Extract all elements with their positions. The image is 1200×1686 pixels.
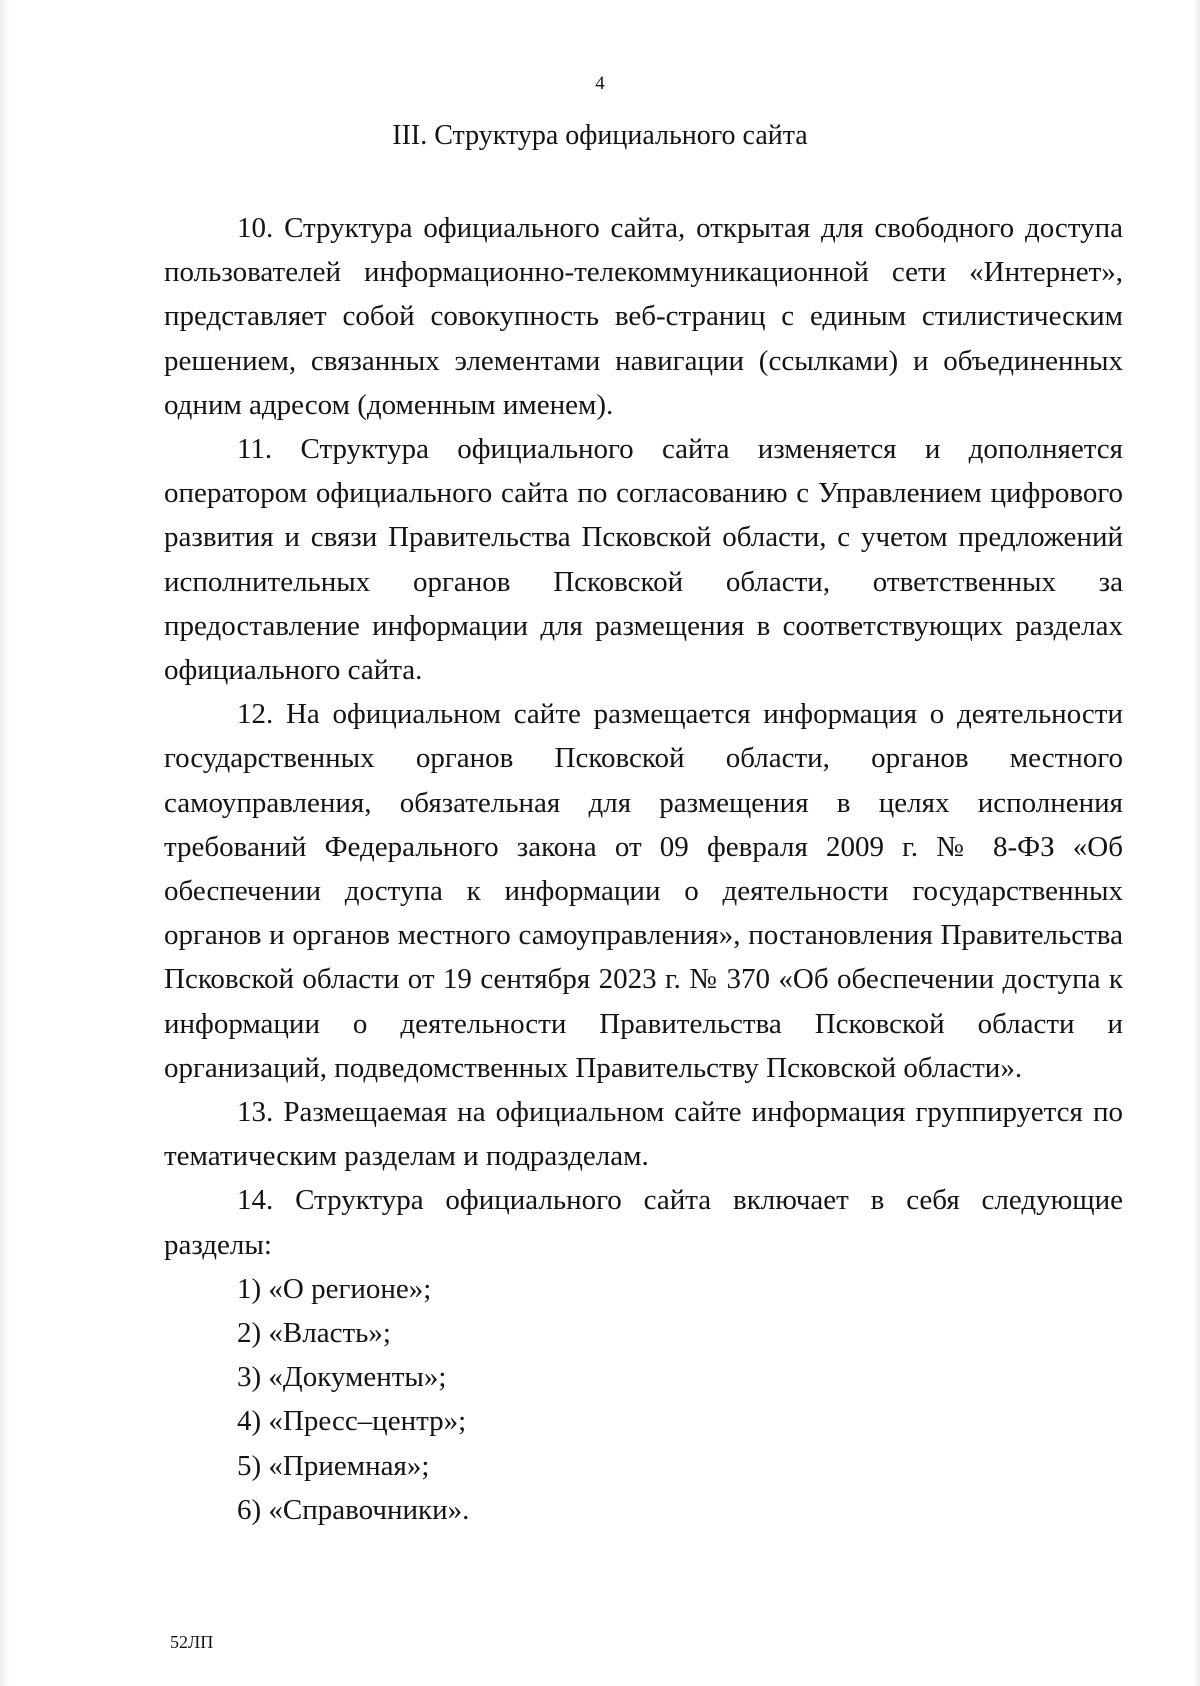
paragraph-11: 11. Структура официального сайта изменяется и дополняется оператором официального сайта по согласованию с Управлением цифрового развития и связи Правительства Псковской области, с учетом предложений исполнительных органов Псковской области, ответственных за предоставление информации для размещения в соответствующих разделах официального сайта. — [164, 433, 1123, 687]
paragraph-10: 10. Структура официального сайта, открытая для свободного доступа пользователей информационно-телекоммуникационной сети «Интернет», представляет собой совокупность веб-страниц с единым стилистическим решением, связанных элементами навигации (ссылками) и объединенных одним адресом (доменным именем). — [164, 212, 1123, 421]
footer-code: 52ЛП — [170, 1632, 214, 1652]
section-item-documents: 3) «Документы»; — [237, 1361, 447, 1394]
scan-edge-left — [0, 0, 9, 1686]
section-item-reception: 5) «Приемная»; — [237, 1449, 430, 1482]
section-item-region: 1) «О регионе»; — [237, 1272, 432, 1305]
document-body — [164, 206, 1123, 1532]
section-heading: III. Структура официального сайта — [392, 120, 808, 151]
scan-edge-right — [1193, 0, 1200, 1686]
paragraph-14: 14. Структура официального сайта включает в себя следующие разделы: — [164, 1184, 1123, 1261]
paragraph-12: 12. На официальном сайте размещается информация о деятельности государственных органов Псковской области, органов местного самоуправления, обязательная для размещения в целях исполнения требований Федерального закона от 09 февраля 2009 г. № 8-ФЗ «Об обеспечении доступа к информации о деятельности государственных органов и органов местного самоуправления», постановления Правительства Псковской области от 19 сентября 2023 г. № 370 «Об обеспечении доступа к информации о деятельности Правительства Псковской области и организаций, подведомственных Правительству Псковской области». — [164, 698, 1123, 1084]
paragraph-13: 13. Размещаемая на официальном сайте информация группируется по тематическим разделам и подразделам. — [164, 1096, 1123, 1173]
page-number: 4 — [595, 73, 605, 94]
section-item-power: 2) «Власть»; — [237, 1317, 391, 1350]
section-item-reference: 6) «Справочники». — [237, 1493, 470, 1526]
sections-list — [164, 1267, 1123, 1532]
section-item-press-center: 4) «Пресс–центр»; — [237, 1405, 467, 1438]
